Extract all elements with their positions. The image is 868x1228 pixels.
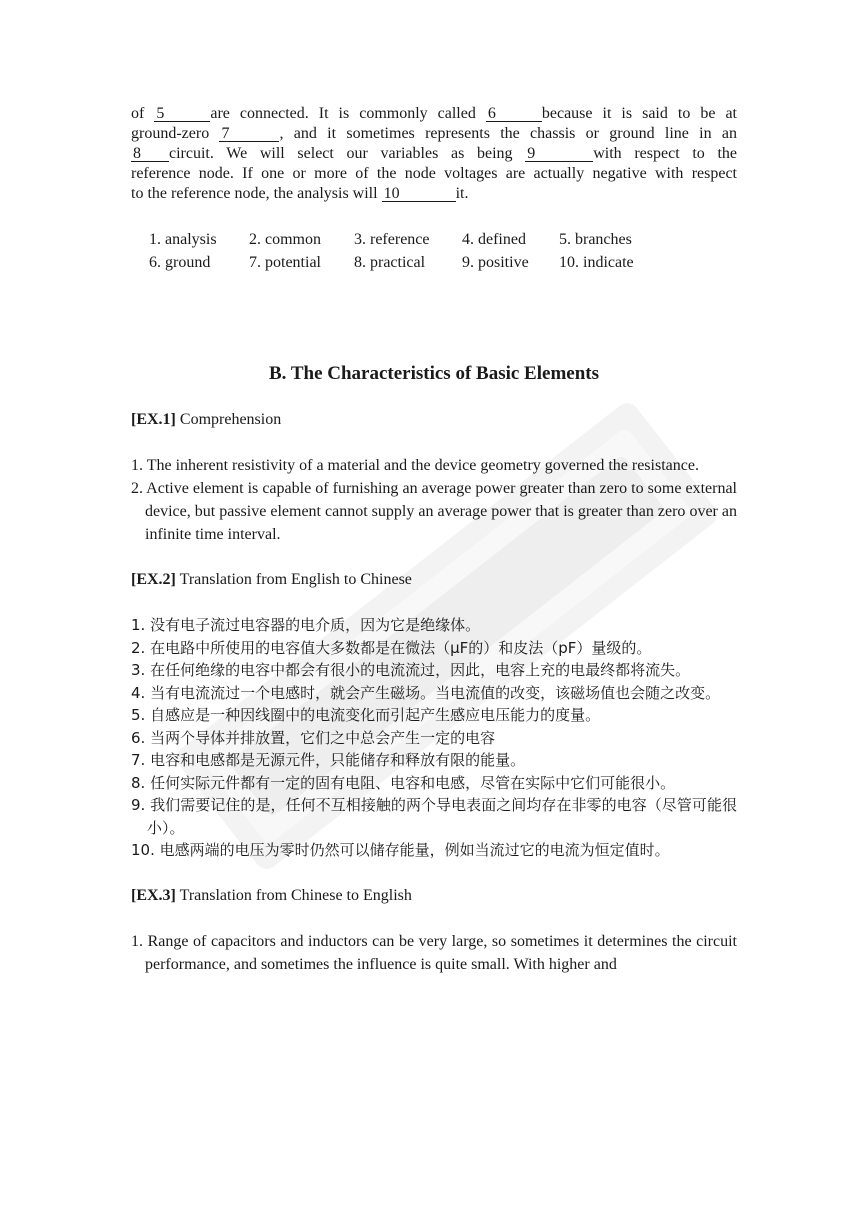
word-bank-item: 10. indicate xyxy=(559,254,634,271)
section-title: B. The Characteristics of Basic Elements xyxy=(269,363,599,384)
ex2-item: 5. 自感应是一种因线圈中的电流变化而引起产生感应电压能力的度量。 xyxy=(131,706,601,724)
ex2-title: Translation from English to Chinese xyxy=(175,571,412,588)
ex1-title: Comprehension xyxy=(175,411,282,428)
ex3-list xyxy=(131,930,737,976)
paragraph-text: reference node. If one or more of the node voltages are actually negative with respect xyxy=(131,165,737,182)
ex3-heading xyxy=(131,886,737,906)
word-bank-item: 9. positive xyxy=(462,254,529,271)
ex2-item: 7. 电容和电感都是无源元件，只能储存和释放有限的能量。 xyxy=(131,751,526,769)
ex2-item: 4. 当有电流流过一个电感时，就会产生磁场。当电流值的改变，该磁场值也会随之改变。 xyxy=(131,683,721,702)
word-bank-item: 7. potential xyxy=(249,254,321,271)
paragraph-line xyxy=(131,104,737,124)
word-bank-item: 8. practical xyxy=(354,254,426,271)
paragraph-line xyxy=(131,144,737,164)
ex2-item: 1. 没有电子流过电容器的电介质，因为它是绝缘体。 xyxy=(131,616,481,634)
paragraph-text: to the reference node, the analysis will xyxy=(131,185,382,202)
ex2-item: 3. 在任何绝缘的电容中都会有很小的电流流过，因此，电容上充的电最终都将流失。 xyxy=(131,661,691,679)
document-page xyxy=(131,104,737,976)
word-bank-row xyxy=(149,251,737,274)
ex2-item: 8. 任何实际元件都有一定的固有电阻、电容和电感，尽管在实际中它们可能很小。 xyxy=(131,773,676,792)
paragraph-text: because it is said to be at xyxy=(541,105,738,122)
paragraph-text: circuit. We will select our variables as being xyxy=(169,145,526,162)
answer-blank: 8 xyxy=(131,146,169,162)
paragraph-line xyxy=(131,164,737,184)
word-bank-item: 6. ground xyxy=(149,254,211,271)
ex1-list xyxy=(131,454,737,546)
word-bank xyxy=(149,228,737,274)
ex2-list xyxy=(131,614,737,862)
ex2-heading xyxy=(131,570,737,590)
paragraph-line xyxy=(131,124,737,144)
ex2-tag: [EX.2] xyxy=(131,571,176,588)
ex3-title: Translation from Chinese to English xyxy=(175,886,412,904)
word-bank-row xyxy=(149,228,737,251)
answer-blank: 9 xyxy=(525,146,593,162)
paragraph-text: it. xyxy=(455,185,469,202)
paragraph-text: of xyxy=(131,105,155,122)
ex2-item: 10. 电感两端的电压为零时仍然可以储存能量，例如当流过它的电流为恒定值时。 xyxy=(131,841,670,859)
ex2-item: 2. 在电路中所使用的电容值大多数都是在微法（μF的）和皮法（pF）量级的。 xyxy=(131,638,652,657)
ex3-item: 1. Range of capacitors and inductors can be very large, so sometimes it determines the circuit performance, and sometimes the influence is quite small. With higher and xyxy=(131,932,737,973)
fill-in-paragraph xyxy=(131,104,737,204)
word-bank-item: 3. reference xyxy=(354,231,430,248)
answer-blank: 6 xyxy=(486,106,542,122)
paragraph-text: with respect to the xyxy=(593,145,738,162)
word-bank-item: 5. branches xyxy=(559,231,632,248)
ex3-tag: [EX.3] xyxy=(131,886,176,904)
answer-blank: 10 xyxy=(382,186,456,202)
ex1-item: 1. The inherent resistivity of a material and the device geometry governed the resistance. xyxy=(131,457,699,474)
ex1-item: 2. Active element is capable of furnishing an average power greater than zero to some external device, but passive element cannot supply an average power that is greater than zero over an infinite time interval. xyxy=(131,480,737,543)
paragraph-text: are connected. It is commonly called xyxy=(210,105,486,122)
ex2-item: 9. 我们需要记住的是，任何不互相接触的两个导电表面之间均存在非零的电容（尽管可能很小）。 xyxy=(131,796,737,837)
ex2-item: 6. 当两个导体并排放置，它们之中总会产生一定的电容 xyxy=(131,728,496,747)
paragraph-line xyxy=(131,184,737,204)
word-bank-item: 2. common xyxy=(249,231,321,248)
paragraph-text: ground-zero xyxy=(131,125,220,142)
answer-blank: 5 xyxy=(154,106,210,122)
paragraph-text: , and it sometimes represents the chassis or ground line in an xyxy=(279,125,738,142)
answer-blank: 7 xyxy=(219,126,279,142)
word-bank-item: 4. defined xyxy=(462,231,526,248)
word-bank-item: 1. analysis xyxy=(149,231,217,248)
ex1-heading xyxy=(131,410,737,430)
ex1-tag: [EX.1] xyxy=(131,411,176,428)
